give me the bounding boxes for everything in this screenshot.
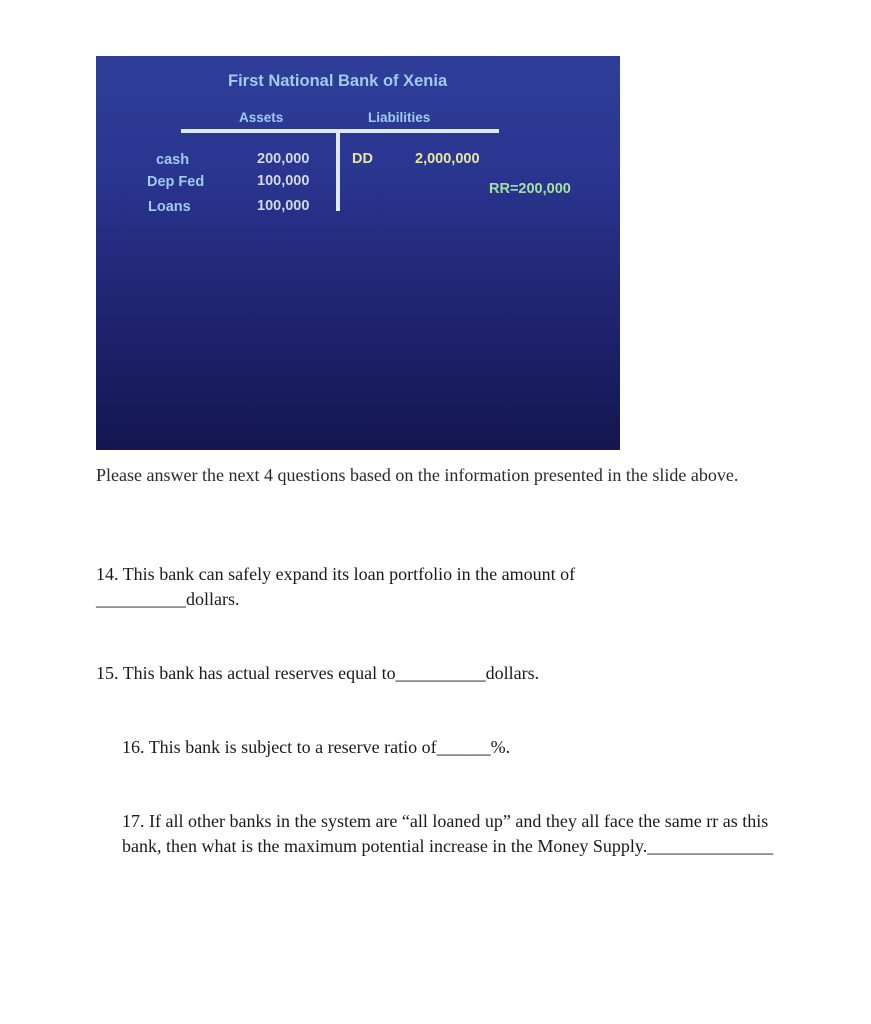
- reserve-requirement: RR=200,000: [489, 181, 571, 197]
- bank-balance-sheet-slide: [96, 56, 620, 450]
- question-text: If all other banks in the system are “all loaned up” and they all face the same rr as this bank, then what is the maximum potential increase in the Money Supply.: [122, 811, 769, 856]
- question-17: [122, 809, 802, 859]
- question-text: This bank has actual reserves equal to: [122, 663, 396, 683]
- question-number: 16.: [122, 737, 145, 757]
- liabilities-header: Liabilities: [368, 110, 431, 125]
- t-account-horizontal-line: [181, 129, 499, 133]
- question-number: 14.: [96, 564, 119, 584]
- question-suffix: dollars.: [186, 589, 240, 609]
- question-suffix: dollars.: [485, 663, 540, 683]
- asset-value-dep-fed: 100,000: [257, 173, 310, 189]
- question-14: [96, 562, 786, 612]
- asset-label-dep-fed: Dep Fed: [147, 174, 205, 190]
- question-text: This bank can safely expand its loan portfolio in the amount of: [122, 564, 576, 584]
- liability-value-dd: 2,000,000: [415, 151, 480, 167]
- question-suffix: %.: [490, 737, 511, 757]
- asset-label-loans: Loans: [148, 199, 191, 215]
- instructions-paragraph: Please answer the next 4 questions based on the information presented in the slide above.: [96, 465, 739, 485]
- question-15: [96, 661, 796, 686]
- answer-blank[interactable]: __________: [96, 589, 186, 609]
- t-account-vertical-line: [336, 131, 340, 211]
- answer-blank[interactable]: __________: [395, 663, 486, 683]
- question-number: 15.: [96, 663, 119, 683]
- question-number: 17.: [122, 811, 145, 831]
- asset-value-loans: 100,000: [257, 198, 310, 214]
- asset-label-cash: cash: [156, 152, 190, 168]
- liability-label-dd: DD: [352, 151, 373, 167]
- question-text: This bank is subject to a reserve ratio of: [148, 737, 437, 757]
- question-16: [122, 735, 802, 760]
- answer-blank[interactable]: ______________: [647, 836, 774, 856]
- answer-blank[interactable]: ______: [436, 737, 491, 757]
- asset-value-cash: 200,000: [257, 151, 310, 167]
- slide-title: First National Bank of Xenia: [228, 72, 448, 90]
- assets-header: Assets: [239, 110, 284, 125]
